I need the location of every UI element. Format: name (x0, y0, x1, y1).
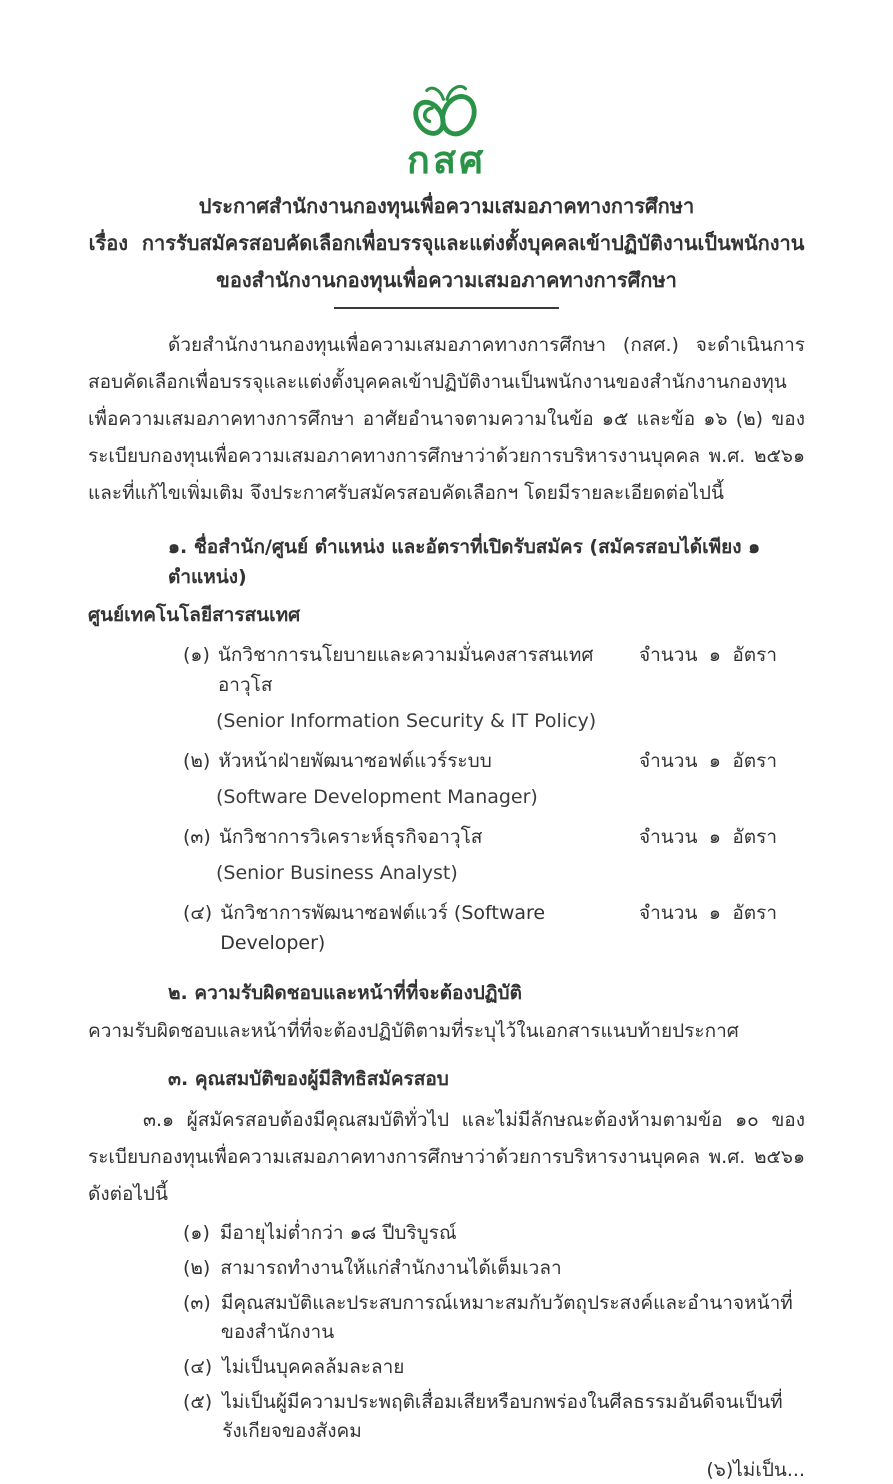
title-line-3: ของสำนักงานกองทุนเพื่อความเสมอภาคทางการศึกษา (216, 268, 677, 292)
count-value: ๑ (708, 750, 721, 772)
section-3-heading: ๓. คุณสมบัติของผู้มีสิทธิสมัครสอบ (168, 1068, 449, 1090)
qualification-text: สามารถทำงานให้แก่สำนักงานได้เต็มเวลา (220, 1257, 562, 1279)
clause-3-1: ๓.๑ ผู้สมัครสอบต้องมีคุณสมบัติทั่วไป และไม่มีลักษณะต้องห้ามตามข้อ ๑๐ ของระเบียบกองทุนเพื่อความเสมอภาคทางการศึกษาว่าด้วยการบริหารงานบุคคล พ.ศ. ๒๕๖๑ ดังต่อไปนี้ (88, 1109, 805, 1205)
title-line-1: ประกาศสำนักงานกองทุนเพื่อความเสมอภาคทางการศึกษา (198, 194, 695, 218)
page-continuation-note: (๖)ไม่เป็น... (706, 1459, 805, 1481)
qualification-number: (๔) (183, 1356, 213, 1378)
position-row (183, 746, 805, 776)
eef-butterfly-icon (399, 80, 495, 138)
position-number: (๑) (183, 644, 210, 666)
qualification-text: มีอายุไม่ต่ำกว่า ๑๘ ปีบริบูรณ์ (219, 1222, 457, 1244)
qualification-number: (๕) (183, 1391, 213, 1413)
qualification-number: (๑) (183, 1222, 210, 1244)
count-value: ๑ (708, 902, 721, 924)
qualification-number: (๒) (183, 1257, 211, 1279)
qualification-item (183, 1219, 805, 1248)
section-1-subheading: ศูนย์เทคโนโลยีสารสนเทศ (88, 604, 301, 626)
count-unit: อัตรา (732, 750, 777, 772)
section-2-body: ความรับผิดชอบและหน้าที่ที่จะต้องปฏิบัติตามที่ระบุไว้ในเอกสารแนบท้ายประกาศ (88, 1020, 739, 1042)
qualification-item (183, 1388, 805, 1446)
section-1-heading: ๑. ชื่อสำนัก/ศูนย์ ตำแหน่ง และอัตราที่เปิดรับสมัคร (สมัครสอบได้เพียง ๑ ตำแหน่ง) (168, 536, 761, 588)
position-title-en: (Software Development Manager) (216, 786, 538, 808)
qualification-text: มีคุณสมบัติและประสบการณ์เหมาะสมกับวัตถุประสงค์และอำนาจหน้าที่ของสำนักงาน (220, 1292, 793, 1343)
count-unit: อัตรา (732, 826, 777, 848)
count-label: จำนวน (639, 750, 698, 772)
position-title-th: นักวิชาการวิเคราะห์ธุรกิจอาวุโส (218, 826, 483, 848)
count-value: ๑ (708, 644, 721, 666)
title-divider (334, 307, 559, 309)
position-number: (๔) (183, 902, 213, 924)
position-number: (๒) (183, 750, 211, 772)
position-title-th: นักวิชาการนโยบายและความมั่นคงสารสนเทศอาวุโส (217, 644, 594, 696)
qualification-number: (๓) (183, 1292, 211, 1314)
position-title-th: หัวหน้าฝ่ายพัฒนาซอฟต์แวร์ระบบ (218, 750, 492, 772)
position-row (183, 898, 805, 958)
count-label: จำนวน (639, 902, 698, 924)
announcement-title (88, 188, 805, 299)
section-2-heading: ๒. ความรับผิดชอบและหน้าที่ที่จะต้องปฏิบัติ (168, 982, 522, 1004)
qualification-text: ไม่เป็นผู้มีความประพฤติเสื่อมเสียหรือบกพร่องในศีลธรรมอันดีจนเป็นที่รังเกียจของสังคม (222, 1391, 783, 1442)
position-row (183, 640, 805, 700)
eef-logo-text: กสศ (406, 138, 487, 182)
eef-logo (88, 80, 805, 180)
intro-paragraph: ด้วยสำนักงานกองทุนเพื่อความเสมอภาคทางการศึกษา (กสศ.) จะดำเนินการสอบคัดเลือกเพื่อบรรจุและแต่งตั้งบุคคลเข้าปฏิบัติงานเป็นพนักงานของสำนักงานกองทุนเพื่อความเสมอภาคทางการศึกษา อาศัยอำนาจตามความในข้อ ๑๕ และข้อ ๑๖ (๒) ของระเบียบกองทุนเพื่อความเสมอภาคทางการศึกษาว่าด้วยการบริหารงานบุคคล พ.ศ. ๒๕๖๑ และที่แก้ไขเพิ่มเติม จึงประกาศรับสมัครสอบคัดเลือกฯ โดยมีรายละเอียดต่อไปนี้ (88, 334, 805, 504)
qualification-item (183, 1289, 805, 1347)
title-line-2: เรื่อง การรับสมัครสอบคัดเลือกเพื่อบรรจุและแต่งตั้งบุคคลเข้าปฏิบัติงานเป็นพนักงาน (88, 231, 805, 255)
position-number: (๓) (183, 826, 211, 848)
position-title-th: นักวิชาการพัฒนาซอฟต์แวร์ (Software Developer) (220, 902, 546, 954)
count-unit: อัตรา (732, 644, 777, 666)
position-title-en: (Senior Information Security & IT Policy) (216, 710, 597, 732)
qualification-item (183, 1254, 805, 1283)
count-unit: อัตรา (732, 902, 777, 924)
count-value: ๑ (708, 826, 721, 848)
count-label: จำนวน (639, 644, 698, 666)
position-title-en: (Senior Business Analyst) (216, 862, 458, 884)
qualification-text: ไม่เป็นบุคคลล้มละลาย (222, 1356, 405, 1378)
count-label: จำนวน (639, 826, 698, 848)
qualification-item (183, 1353, 805, 1382)
position-row (183, 822, 805, 852)
